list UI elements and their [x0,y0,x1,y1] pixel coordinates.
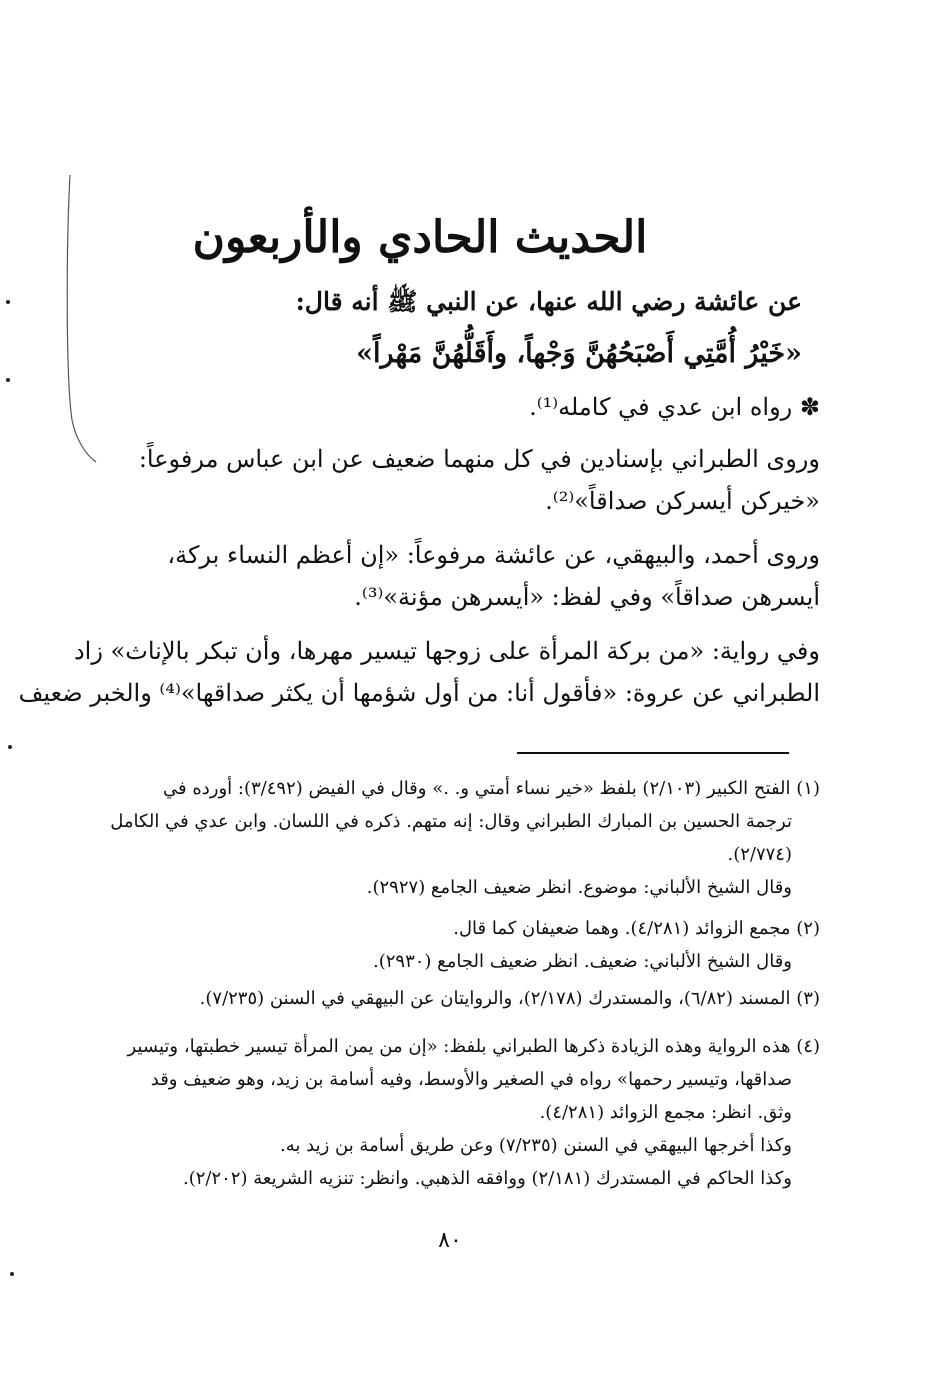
footnote-4-line: وكذا أخرجها البيهقي في السنن (٧/٢٣٥) وعن طريق أسامة بن زيد به. [280,1135,792,1156]
paragraph-1-line: «خيركن أيسركن صداقاً»⁽²⁾. [545,487,820,515]
paragraph-2-line: أيسرهن صداقاً» وفي لفظ: «أيسرهن مؤنة»⁽³⁾. [354,583,820,611]
paragraph-3 [18,630,820,714]
footnote-4-line: صداقها، وتيسير رحمها» رواه في الصغير والأوسط، وفيه أسامة بن زيد، وهو ضعيف وقد [150,1069,792,1090]
hadith-text: «خَيْرُ أُمَّتِي أَصْبَحُهُنَّ وَجْهاً، وأَقَلُّهُنَّ مَهْراً» [356,338,802,369]
paragraph-2 [120,534,820,618]
paragraph-3-line: وفي رواية: «من بركة المرأة على زوجها تيسير مهرها، وأن تبكر بالإناث» زاد [73,637,820,665]
footnote-4-line: (٤) هذه الرواية وهذه الزيادة ذكرها الطبراني بلفظ: «إن من يمن المرأة تيسير خطبتها، وتيسير [127,1036,820,1057]
footnote-1-line: (٢/٧٧٤). [727,844,792,865]
paragraph-3-line: الطبراني عن عروة: «فأقول أنا: من أول شؤمها أن يكثر صداقها»⁽⁴⁾ والخبر ضعيف [18,679,820,707]
footnote-1-line: (١) الفتح الكبير (٢/١٠٣) بلفظ «خير نساء أمتي و. .» وقال في الفيض (٣/٤٩٢): أورده في [163,778,820,799]
footnote-4-line: وكذا الحاكم في المستدرك (٢/١٨١) ووافقه الذهبي. وانظر: تنزيه الشريعة (٢/٢٠٢). [182,1168,792,1189]
footnote-4-line: وثق. انظر: مجمع الزوائد (٤/٢٨١). [539,1102,792,1123]
footnote-1-line: ترجمة الحسين بن المبارك الطبراني وقال: إنه متهم. ذكره في اللسان. وابن عدي في الكامل [110,811,792,832]
paragraph-1-line: وروى الطبراني بإسنادين في كل منهما ضعيف عن ابن عباس مرفوعاً: [138,445,820,473]
footnote-1 [110,772,820,904]
hadith-heading: الحديث الحادي والأربعون [192,212,648,263]
margin-bracket-line [0,0,100,470]
footnote-1-line: وقال الشيخ الألباني: موضوع. انظر ضعيف الجامع (٢٩٢٧). [366,877,792,898]
page-number: ٨٠ [438,1228,462,1253]
footnote-4 [127,1030,820,1195]
hadith-intro: عن عائشة رضي الله عنها، عن النبي ﷺ أنه قال: [295,287,802,316]
footnote-3 [130,982,820,1015]
scan-speck [8,745,12,749]
footnote-2-line: وقال الشيخ الألباني: ضعيف. انظر ضعيف الجامع (٢٩٣٠). [373,951,792,972]
footnote-2-line: (٢) مجمع الزوائد (٤/٢٨١). وهما ضعيفان كما قال. [453,918,820,939]
scan-speck [6,300,10,304]
paragraph-1 [120,438,820,522]
narration-text: ✽ رواه ابن عدي في كامله⁽¹⁾. [529,393,820,421]
paragraph-2-line: وروى أحمد، والبيهقي، عن عائشة مرفوعاً: «إن أعظم النساء بركة، [167,541,820,569]
scan-speck [6,378,10,382]
footnote-separator [517,752,789,754]
footnote-2 [130,912,820,978]
scan-speck [10,1272,14,1276]
narration-line [120,386,820,428]
footnote-3-line: (٣) المسند (٦/٨٢)، والمستدرك (٢/١٧٨)، والروايتان عن البيهقي في السنن (٧/٢٣٥). [199,988,820,1009]
